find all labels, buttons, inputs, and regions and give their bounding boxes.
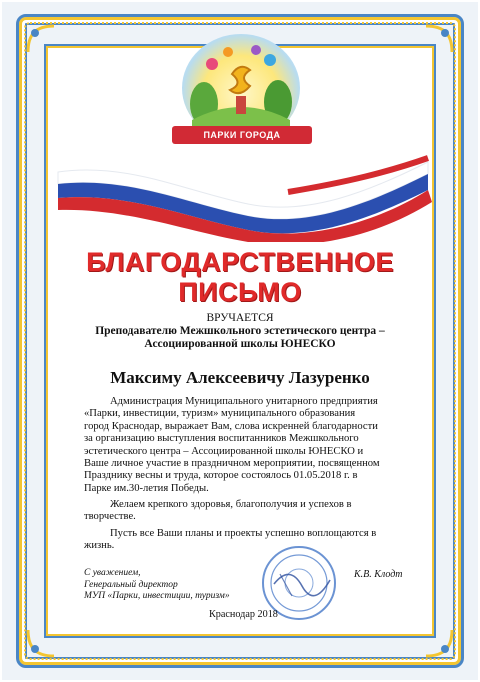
body-line: Парке им.30-летия Победы.: [84, 482, 209, 494]
body-line: жизнь.: [84, 540, 115, 552]
certificate-page: [2, 2, 478, 680]
recipient-role-line-2: Ассоциированной школы ЮНЕСКО: [144, 338, 336, 350]
place-year: Краснодар 2018: [209, 609, 278, 620]
body-line: город Краснодар, выражает Вам, слова искренней благодарности: [84, 420, 378, 432]
body-paragraph-1: [84, 396, 402, 495]
signature-block: [84, 568, 230, 603]
title-line-2: ПИСЬМО: [178, 277, 302, 307]
title-line-1: БЛАГОДАРСТВЕННОЕ: [86, 247, 394, 277]
signatory-name: К.В. Клодт: [354, 569, 403, 580]
body-line: Пусть все Ваши планы и проекты успешно воплощаются в: [110, 528, 377, 539]
recipient-name: Максиму Алексеевичу Лазуренко: [110, 368, 370, 387]
body-line: Желаем крепкого здоровья, благополучия и успехов в: [110, 499, 352, 510]
body-line: «Парки, инвестиции, туризм» муниципального образования: [84, 408, 356, 420]
tricolor-ribbon-icon: [48, 152, 432, 242]
body-line: за организацию выступления воспитанников Межшкольного: [84, 433, 359, 445]
recipient-role-line-1: Преподавателю Межшкольного эстетического центра –: [95, 325, 385, 337]
awarded-label: ВРУЧАЕТСЯ: [206, 312, 274, 324]
body-line: Администрация Муниципального унитарного предприятия: [110, 396, 378, 407]
body-paragraph-3: [84, 528, 402, 553]
logo-banner: ПАРКИ ГОРОДА: [172, 126, 312, 144]
body-line: эстетического центра – Ассоциированной школы ЮНЕСКО и: [84, 445, 364, 457]
body-paragraph-2: [84, 499, 402, 524]
parks-logo: [172, 34, 312, 152]
signature-line-2: Генеральный директор: [84, 579, 178, 590]
signature-line-3: МУП «Парки, инвестиции, туризм»: [84, 591, 230, 601]
signature-line-1: С уважением,: [84, 568, 141, 578]
body-line: Ваше личное участие в праздничном мероприятии, посвященном: [84, 458, 380, 470]
body-line: Празднику весны и труда, которое состоялось 01.05.2018 г. в: [84, 470, 358, 482]
logo-scene-icon: [182, 34, 300, 134]
body-line: творчестве.: [84, 511, 136, 523]
